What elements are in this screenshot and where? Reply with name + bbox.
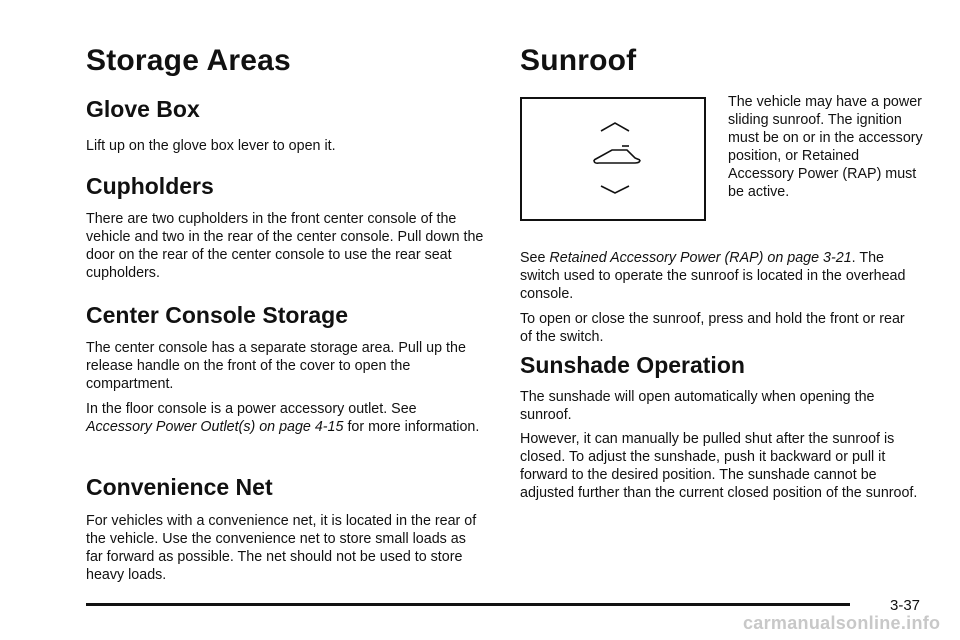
center-console-text-1: The center console has a separate storage area. Pull up the release handle on the front of the cover to open the compartment. bbox=[86, 340, 466, 392]
sunroof-see-text bbox=[520, 249, 920, 303]
sunshade-text-1: The sunshade will open automatically when opening the sunroof. bbox=[520, 389, 875, 423]
sunroof-title: Sunroof bbox=[520, 44, 637, 77]
see-after: . The switch used to operate the sunroof is located in the overhead console. bbox=[520, 250, 906, 302]
see-before: See bbox=[520, 250, 550, 266]
sunroof-intro-text: The vehicle may have a power sliding sunroof. The ignition must be on or in the accessory position, or Retained Accessory Power (RAP) must be active. bbox=[728, 94, 923, 200]
sunroof-open-close-text: To open or close the sunroof, press and hold the front or rear of the switch. bbox=[520, 311, 905, 345]
cupholders-heading: Cupholders bbox=[86, 173, 214, 199]
chevron-up-icon bbox=[601, 123, 629, 131]
center-console-heading: Center Console Storage bbox=[86, 302, 348, 328]
center-console-text-2-before: In the floor console is a power accessory outlet. See bbox=[86, 401, 417, 417]
sunroof-switch-figure bbox=[520, 97, 706, 221]
chevron-down-icon bbox=[601, 186, 629, 193]
convenience-net-heading: Convenience Net bbox=[86, 474, 273, 500]
center-console-text-2-after: for more information. bbox=[343, 419, 480, 435]
cupholders-text: There are two cupholders in the front center console of the vehicle and two in the rear of the center console. Pull down the door on the rear of the center console to use the rear seat cupholders. bbox=[86, 211, 484, 281]
storage-areas-title: Storage Areas bbox=[86, 44, 291, 77]
accessory-power-outlet-reference[interactable]: Accessory Power Outlet(s) on page 4-15 bbox=[86, 419, 344, 435]
rap-reference[interactable]: Retained Accessory Power (RAP) on page 3-21 bbox=[549, 250, 852, 266]
glove-box-text: Lift up on the glove box lever to open it. bbox=[86, 138, 336, 154]
convenience-net-text: For vehicles with a convenience net, it is located in the rear of the vehicle. Use the convenience net to store small loads as far forward as possible. The net should not be used to store heavy loads. bbox=[86, 513, 477, 583]
glove-box-heading: Glove Box bbox=[86, 96, 200, 122]
sunshade-text-2: However, it can manually be pulled shut after the sunroof is closed. To adjust the sunshade, push it backward or pull it forward to the desired position. The sunshade cannot be adjusted further than the current closed position of the sunroof. bbox=[520, 431, 918, 501]
sunroof-switch-icon bbox=[522, 99, 704, 219]
watermark: carmanualsonline.info bbox=[743, 613, 941, 633]
center-console-text-2 bbox=[86, 400, 486, 436]
page-number: 3-37 bbox=[890, 597, 921, 614]
sunshade-heading: Sunshade Operation bbox=[520, 352, 745, 378]
car-sunroof-icon bbox=[594, 146, 640, 163]
footer-rule bbox=[86, 603, 850, 606]
